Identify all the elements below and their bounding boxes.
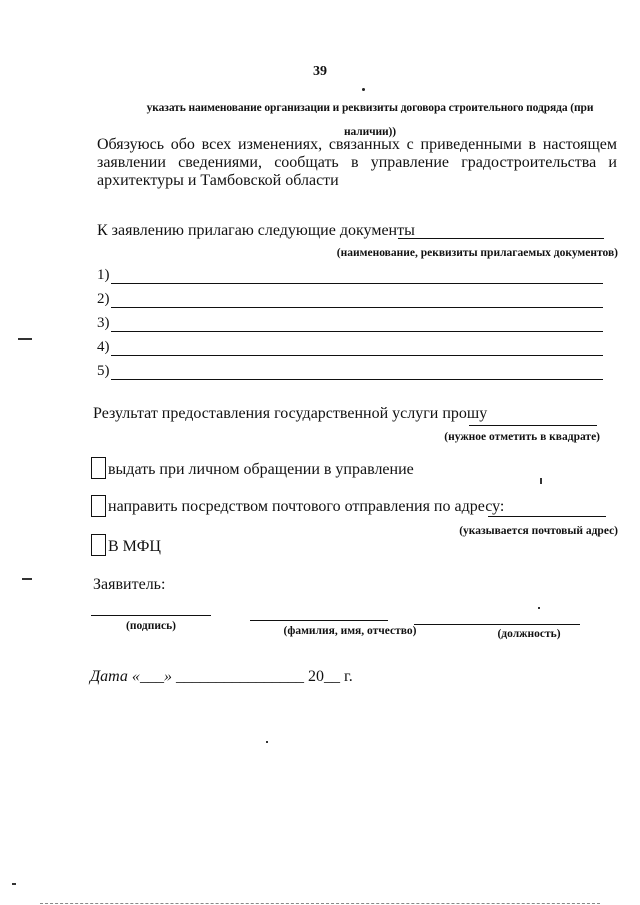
organization-note: указать наименование организации и реквизиты договора строительного подряда (при наличии)): [146, 102, 594, 138]
scan-mark: [540, 478, 542, 484]
document-row-line[interactable]: [111, 317, 604, 332]
document-row-line[interactable]: [111, 269, 604, 284]
position-caption: (должность): [497, 628, 561, 640]
document-row-1[interactable]: [97, 266, 603, 284]
document-row-line[interactable]: [111, 365, 604, 380]
checkbox-mfc[interactable]: [91, 534, 106, 556]
date-day-blank[interactable]: ___: [139, 668, 164, 685]
date-field[interactable]: [90, 668, 353, 686]
date-mid: »: [163, 668, 176, 685]
document-row-number: 1): [97, 267, 110, 283]
pledge-paragraph: Обязуюсь обо всех изменениях, связанных с приведенными в настоящем заявлении сведениями, сообщать в управление градостроительства и архитектуры и Тамбовской области: [97, 136, 617, 189]
result-line[interactable]: [469, 425, 597, 426]
scan-mark: [12, 883, 16, 885]
date-prefix: Дата «: [90, 668, 140, 685]
address-line[interactable]: [488, 516, 606, 517]
result-note: (нужное отметить в квадрате): [444, 431, 600, 443]
signature-line[interactable]: [91, 615, 211, 616]
attachments-label: К заявлению прилагаю следующие документы: [97, 222, 415, 239]
date-month-blank[interactable]: ________________: [175, 668, 304, 685]
scan-mark: [22, 578, 32, 580]
attachments-line[interactable]: [398, 238, 604, 239]
date-year: 20__ г.: [303, 668, 353, 685]
option-in-person-label: выдать при личном обращении в управление: [108, 461, 414, 478]
document-row-number: 4): [97, 339, 110, 355]
document-row-2[interactable]: [97, 290, 603, 308]
scan-mark: [18, 338, 32, 340]
option-mfc-label: В МФЦ: [108, 538, 161, 555]
scan-edge: [40, 903, 600, 904]
attachments-note: (наименование, реквизиты прилагаемых документов): [336, 247, 618, 259]
applicant-label: Заявитель:: [93, 576, 166, 593]
scan-mark: [266, 741, 268, 743]
name-line[interactable]: [250, 620, 388, 621]
signature-caption: (подпись): [126, 620, 176, 632]
document-row-4[interactable]: [97, 338, 603, 356]
address-note: (указывается почтовый адрес): [459, 525, 618, 537]
document-row-number: 5): [97, 363, 110, 379]
scan-speck: [362, 88, 365, 91]
checkbox-by-mail[interactable]: [91, 495, 106, 517]
position-line[interactable]: [414, 624, 580, 625]
checkbox-in-person[interactable]: [91, 457, 106, 479]
document-row-3[interactable]: [97, 314, 603, 332]
name-caption: (фамилия, имя, отчество): [283, 625, 417, 637]
result-label: Результат предоставления государственной услуги прошу: [93, 405, 488, 422]
document-row-number: 3): [97, 315, 110, 331]
page-number: 39: [313, 64, 327, 79]
option-by-mail-label: направить посредством почтового отправления по адресу:: [108, 498, 505, 515]
scan-mark: [538, 607, 540, 609]
document-row-line[interactable]: [111, 293, 604, 308]
document-row-number: 2): [97, 291, 110, 307]
document-row-line[interactable]: [111, 341, 604, 356]
document-row-5[interactable]: [97, 362, 603, 380]
